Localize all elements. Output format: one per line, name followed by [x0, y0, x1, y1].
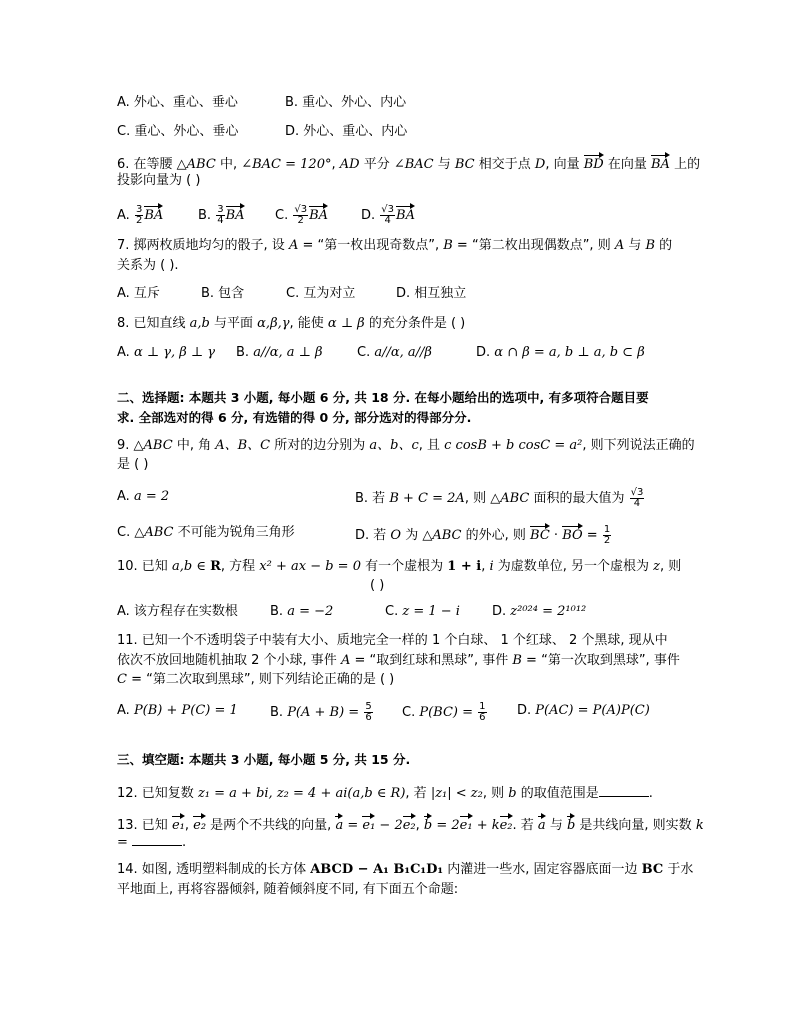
- q9-option-a: A. a = 2: [117, 489, 170, 504]
- q9-option-b: B. 若 B + C = 2A, 则 △ABC 面积的最大值为 $\frac{√3}{4}$: [355, 487, 644, 509]
- section2-heading-line2: 求. 全部选对的得 6 分, 有选错的得 0 分, 部分选对的得部分分.: [117, 410, 472, 425]
- q6-option-d: D. $\frac{√3}{4}$ BA: [361, 204, 415, 226]
- q11-stem: 11. 已知一个不透明袋子中装有大小、质地完全一样的 1 个白球、 1 个红球、 2 个黑球, 现从中: [117, 633, 668, 648]
- q13-stem: 13. 已知 e₁, e₂ 是两个不共线的向量, a = e₁ − 2e₂, b = 2e₁ + ke₂. 若 a 与 b 是共线向量, 则实数 k: [117, 814, 704, 835]
- section3-heading: 三、填空题: 本题共 3 小题, 每小题 5 分, 共 15 分.: [117, 752, 411, 767]
- vector-bo: BO: [562, 524, 582, 545]
- q6-stem: 6. 在等腰 △ABC 中, ∠BAC = 120°, AD 平分 ∠BAC 与 BC 相交于点 D, 向量 BD 在向量 BA 上的: [117, 153, 700, 174]
- q7-option-c: C. 互为对立: [286, 286, 356, 301]
- q10-option-b: B. a = −2: [270, 604, 334, 619]
- q8-option-a: A. α ⊥ γ, β ⊥ γ: [117, 345, 216, 360]
- q11-stem-line2: 依次不放回地随机抽取 2 个小球, 事件 A = “取到红球和黑球”, 事件 B = “第一次取到黑球”, 事件: [117, 653, 680, 668]
- vector-bc: BC: [530, 524, 550, 545]
- q7-option-b: B. 包含: [201, 286, 245, 301]
- q9-option-d: D. 若 O 为 △ABC 的外心, 则 BC · BO = $\frac{1}{2}$: [355, 524, 611, 546]
- q9-stem-line2: 是 ( ): [117, 457, 149, 472]
- q6-stem-line2: 投影向量为 ( ): [117, 173, 201, 188]
- q10-stem: 10. 已知 a,b ∈ R, 方程 x² + ax − b = 0 有一个虚根为 1 + i, i 为虚数单位, 另一个虚根为 z, 则: [117, 559, 682, 574]
- q10-option-a: A. 该方程存在实数根: [117, 604, 238, 619]
- answer-blank[interactable]: [599, 784, 649, 797]
- q6-option-a: A. $\frac{3}{2}$ BA: [117, 204, 164, 226]
- q7-option-a: A. 互斥: [117, 286, 160, 301]
- q8-option-d: D. α ∩ β = a, b ⊥ a, b ⊂ β: [476, 345, 645, 360]
- q8-option-c: C. a//α, a//β: [357, 345, 432, 360]
- q8-stem: 8. 已知直线 a,b 与平面 α,β,γ, 能使 α ⊥ β 的充分条件是 ( ): [117, 316, 466, 331]
- q11-option-c: C. P(BC) = $\frac{1}{6}$: [402, 701, 486, 723]
- q10-answer-paren: ( ): [370, 578, 385, 593]
- q10-option-c: C. z = 1 − i: [385, 604, 460, 619]
- q10-option-d: D. z²⁰²⁴ = 2¹⁰¹²: [492, 604, 587, 619]
- q12-stem: 12. 已知复数 z₁ = a + bi, z₂ = 4 + ai(a,b ∈ R), 若 |z₁| < z₂, 则 b 的取值范围是 .: [117, 786, 653, 801]
- q11-option-b: B. P(A + B) = $\frac{5}{6}$: [270, 701, 372, 723]
- prev-option-b: B. 重心、外心、内心: [285, 95, 407, 110]
- prev-option-d: D. 外心、重心、内心: [285, 124, 408, 139]
- q6-option-b: B. $\frac{3}{4}$ BA: [198, 204, 245, 226]
- q8-option-b: B. a//α, a ⊥ β: [236, 345, 323, 360]
- q9-option-c: C. △ABC 不可能为锐角三角形: [117, 525, 295, 540]
- q11-option-d: D. P(AC) = P(A)P(C): [517, 703, 650, 718]
- q11-stem-line3: C = “第二次取到黑球”, 则下列结论正确的是 ( ): [117, 672, 395, 687]
- prev-option-c: C. 重心、外心、垂心: [117, 124, 239, 139]
- section2-heading: 二、选择题: 本题共 3 小题, 每小题 6 分, 共 18 分. 在每小题给出的选项中, 有多项符合题目要: [117, 390, 649, 405]
- q11-option-a: A. P(B) + P(C) = 1: [117, 703, 238, 718]
- q14-stem-line2: 平地面上, 再将容器倾斜, 随着倾斜度不同, 有下面五个命题:: [117, 882, 459, 897]
- q7-stem: 7. 掷两枚质地均匀的骰子, 设 A = “第一枚出现奇数点”, B = “第二枚出现偶数点”, 则 A 与 B 的: [117, 238, 673, 253]
- vector-bd: BD: [584, 153, 604, 174]
- q7-stem-line2: 关系为 ( ).: [117, 258, 179, 273]
- vector-ba: BA: [651, 153, 670, 174]
- q13-stem-line2: = .: [117, 835, 187, 850]
- q14-stem: 14. 如图, 透明塑料制成的长方体 ABCD − A₁ B₁C₁D₁ 内灌进一些水, 固定容器底面一边 BC 于水: [117, 862, 694, 877]
- q9-stem: 9. △ABC 中, 角 A、B、C 所对的边分别为 a、b、c, 且 c cosB + b cosC = a², 则下列说法正确的: [117, 438, 695, 453]
- q6-option-c: C. $\frac{√3}{2}$ BA: [275, 204, 329, 226]
- q7-option-d: D. 相互独立: [396, 286, 467, 301]
- answer-blank[interactable]: [132, 833, 182, 846]
- prev-option-a: A. 外心、重心、垂心: [117, 95, 238, 110]
